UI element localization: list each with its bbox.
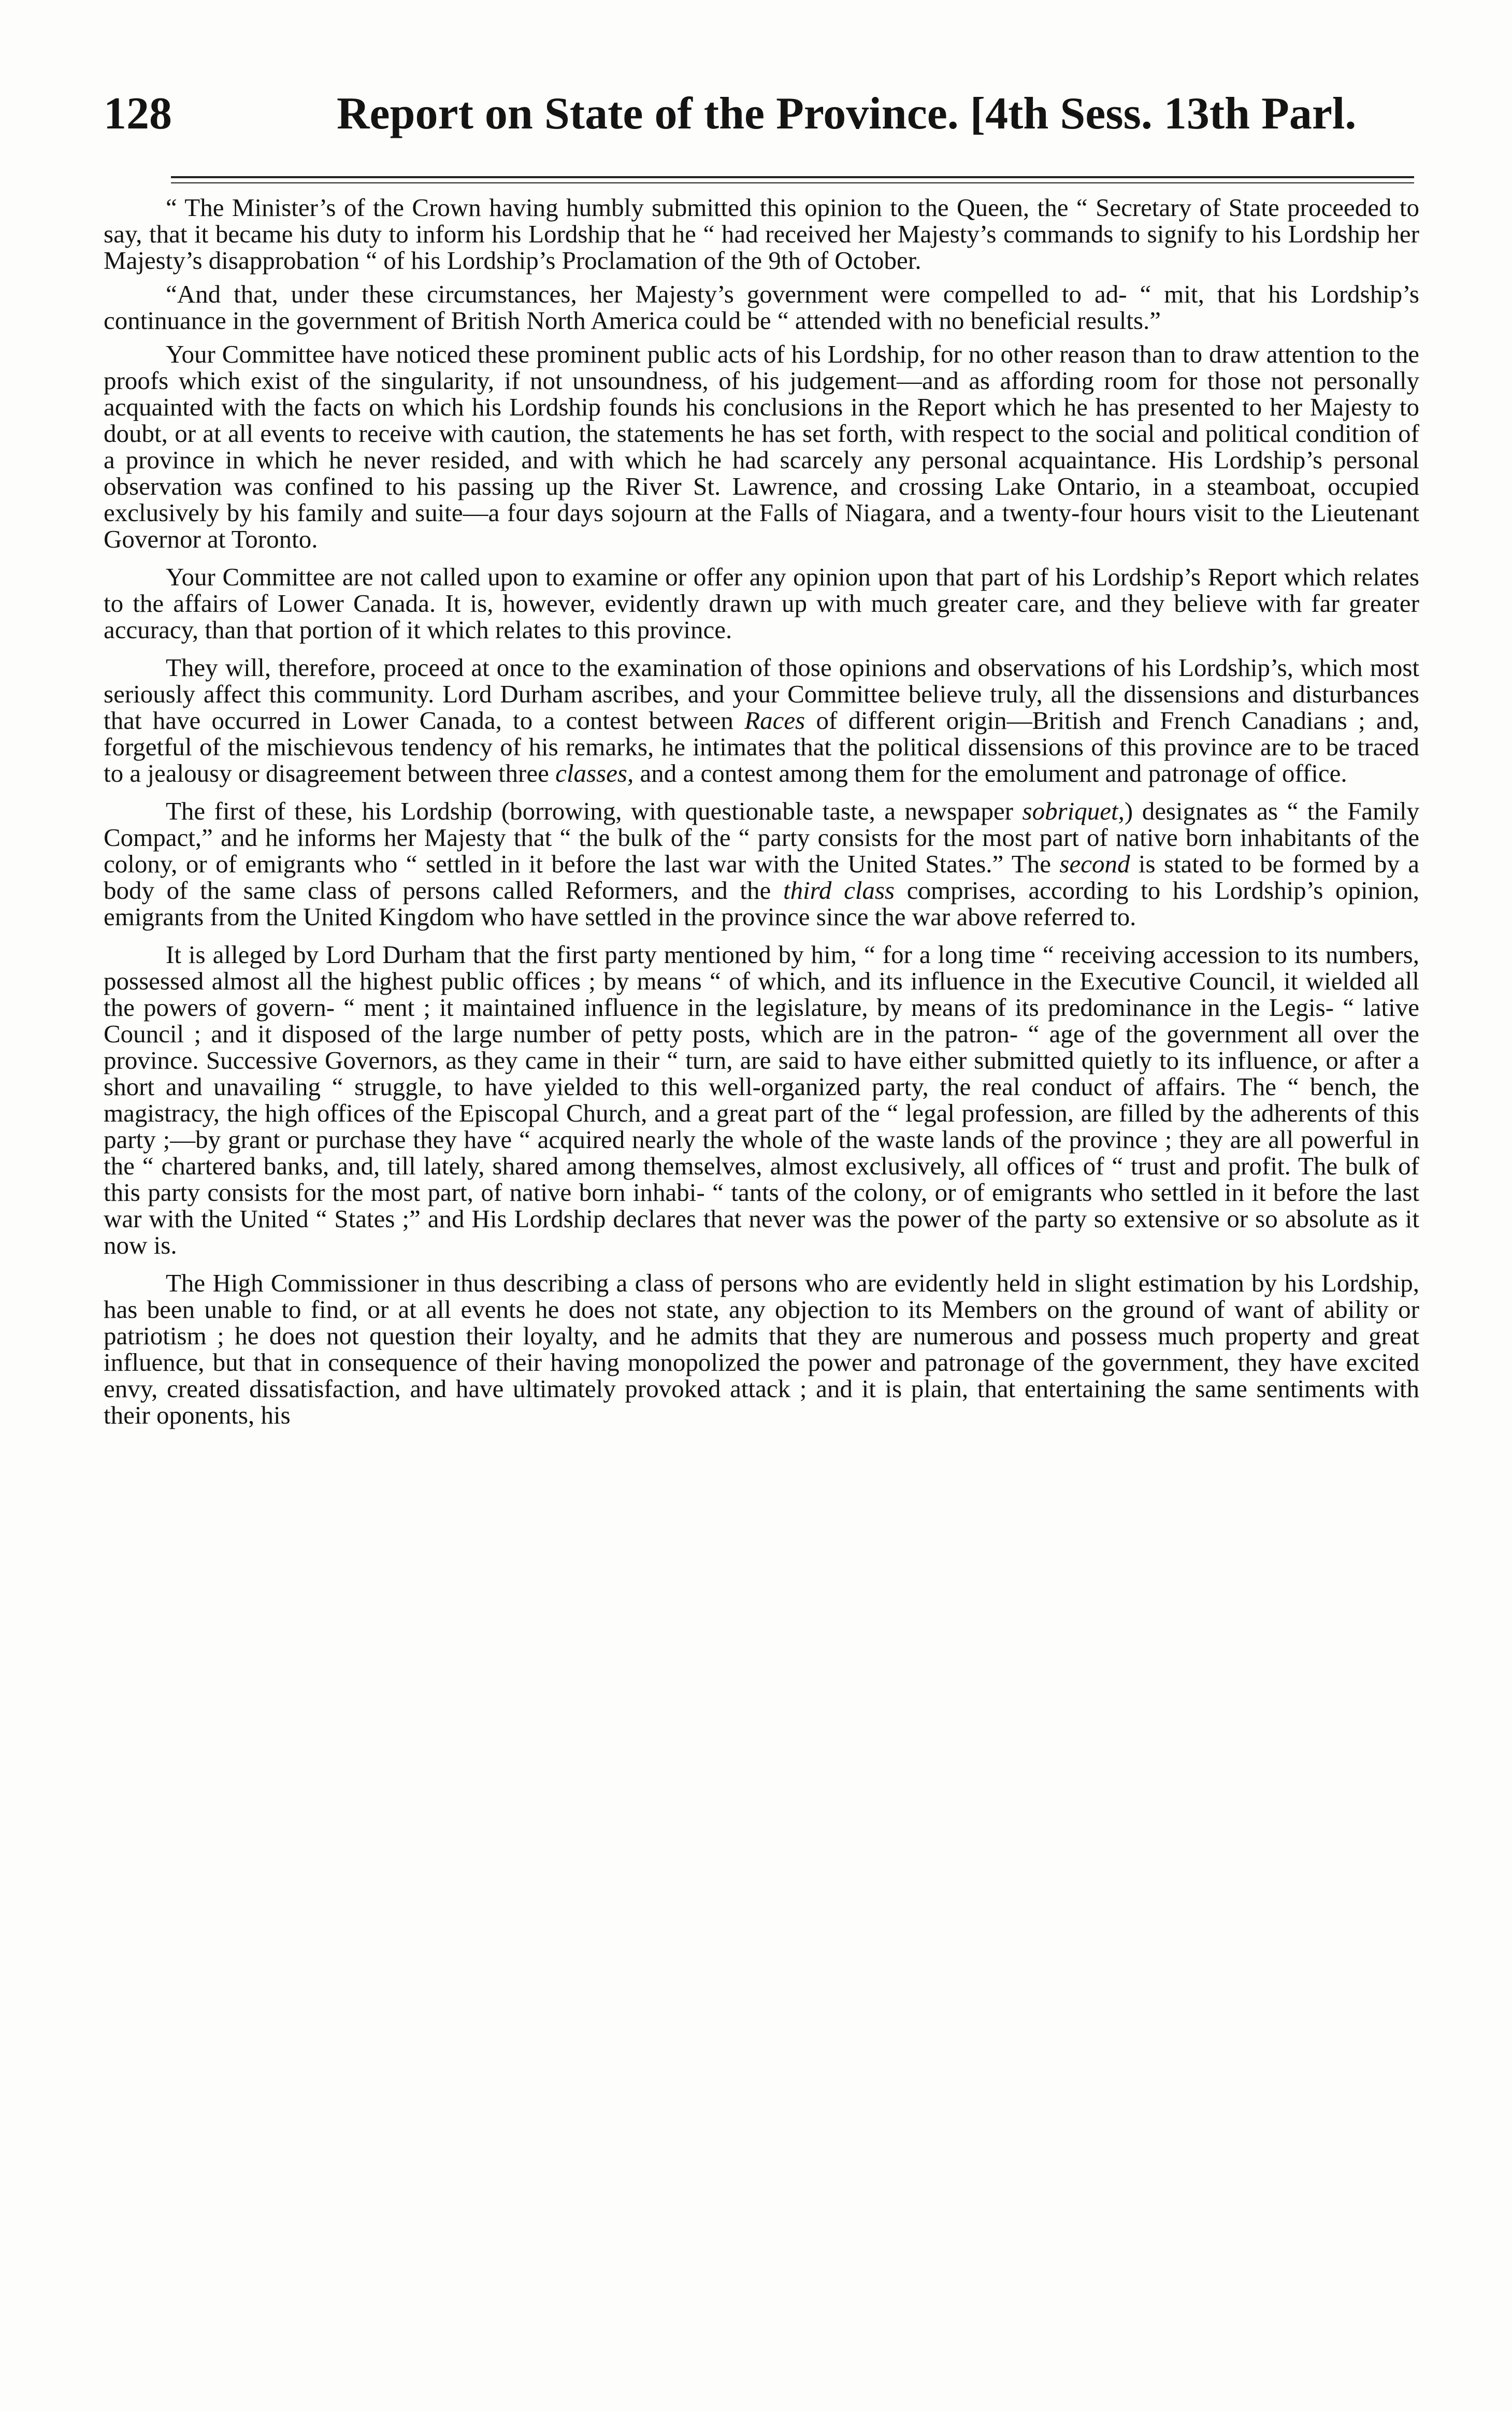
italic-term-second: second — [1059, 850, 1130, 878]
paragraph-quote-2: “And that, under these circumstances, her Majesty’s government were compelled to ad- “ mit, that his Lordship’s continuance in the government of British North America could be “ attended with no beneficial results.” — [104, 280, 1419, 335]
body-text — [104, 194, 1419, 1428]
paragraph-races-classes — [104, 654, 1419, 786]
page-number: 128 — [104, 89, 172, 139]
page-header — [104, 83, 1409, 145]
header-rule-thin — [171, 182, 1414, 183]
paragraph-quote-1: “ The Minister’s of the Crown having humbly submitted this opinion to the Queen, the “ Secretary of State proceeded to say, that it became his duty to inform his Lordship that he “ had received her Majesty’s commands to signify to his Lordship her Majesty’s disapprobation “ of his Lordship’s Proclamation of the 9th of October. — [104, 193, 1419, 275]
header-rule — [171, 176, 1414, 178]
text-span: of different origin—British and French Canadians ; and, forgetful of the mischievous tendency of his remarks, he intimates that the political dissensions of this province are to be traced to a jealousy or disagreement between three — [104, 706, 1419, 787]
text-span: The first of these, his Lordship (borrowing, with questionable taste, a newspaper — [166, 797, 1023, 825]
text-span: comprises, according to his Lordship’s opinion, emigrants from the United Kingdom who have settled in the province since the war above referred to. — [104, 876, 1419, 931]
italic-term-races: Races — [744, 706, 805, 735]
paragraph-committee-noticed: Your Committee have noticed these prominent public acts of his Lordship, for no other reason than to draw attention to the proofs which exist of the singularity, if not unsoundness, of his judgement—and as affording room for those not personally acquainted with the facts on which his Lordship founds his conclusions in the Report which he has presented to her Majesty to doubt, or at all events to receive with caution, the statements he has set forth, with respect to the social and political condition of a province in which he never resided, and with which he had scarcely any personal acquaintance. His Lordship’s personal observation was confined to his passing up the River St. Lawrence, and crossing Lake Ontario, in a steamboat, occupied exclusively by his family and suite—a four days sojourn at the Falls of Niagara, and a twenty-four hours visit to the Lieutenant Governor at Toronto. — [104, 340, 1419, 553]
paragraph-alleged-durham: It is alleged by Lord Durham that the first party mentioned by him, “ for a long time “ receiving accession to its numbers, possessed almost all the highest public offices ; by means “ of which, and its influence in the Executive Council, it wielded all the powers of govern- “ ment ; it maintained influence in the legislature, by means of its predominance in the Legis- “ lative Council ; and it disposed of the large number of petty posts, which are in the patron- “ age of the government all over the province. Successive Governors, as they came in their “ turn, are said to have either submitted quietly to its influence, or after a short and unavailing “ struggle, to have yielded to this well-organized party, the real conduct of affairs. The “ bench, the magistracy, the high offices of the Episcopal Church, and a great part of the “ legal profession, are filled by the adherents of this party ;—by grant or purchase they have “ acquired nearly the whole of the waste lands of the province ; they are all powerful in the “ chartered banks, and, till lately, shared among themselves, almost exclusively, all offices of “ trust and profit. The bulk of this party consists for the most part, of native born inhabi- “ tants of the colony, or of emigrants who settled in it before the last war with the United “ States ;” and His Lordship declares that never was the power of the party so extensive or so absolute as it now is. — [104, 940, 1419, 1259]
text-span: is stated to be formed by a body of the same class of persons called Reformers, and the — [104, 850, 1419, 905]
paragraph-high-commissioner: The High Commissioner in thus describing a class of persons who are evidently held in slight estimation by his Lordship, has been unable to find, or at all events he does not state, any objection to its Members on the ground of want of ability or patriotism ; he does not question their loyalty, and he admits that they are numerous and possess much property and great influence, but that in consequence of their having monopolized the power and patronage of the government, they have excited envy, created dissatisfaction, and have ultimately provoked attack ; and it is plain, that entertaining the same sentiments with their oponents, his — [104, 1269, 1419, 1429]
text-span: ) designates as “ the Family Compact,” and he informs her Majesty that “ the bulk of the “ party consists for the most part of native born inhabitants of the colony, or of emigrants who “ settled in it before the last war with the United States.” The — [104, 797, 1419, 878]
paragraph-lower-canada: Your Committee are not called upon to examine or offer any opinion upon that part of his Lordship’s Report which relates to the affairs of Lower Canada. It is, however, evidently drawn up with much greater care, and they believe with far greater accuracy, than that portion of it which relates to this province. — [104, 563, 1419, 644]
text-span: and a contest among them for the emolument and patronage of office. — [633, 759, 1347, 787]
italic-term-classes: classes, — [555, 759, 634, 787]
paragraph-family-compact — [104, 798, 1419, 930]
running-title: Report on State of the Province. [4th Sess. 13th Parl. — [337, 89, 1357, 139]
text-span: They will, therefore, proceed at once to the examination of those opinions and observations of his Lordship’s, which most seriously affect this community. Lord Durham ascribes, and your Committee believe truly, all the dissensions and disturbances that have occurred in Lower Canada, to a contest between — [104, 653, 1419, 735]
italic-term-sobriquet: sobriquet, — [1022, 797, 1125, 825]
italic-term-third-class: third class — [783, 876, 895, 905]
